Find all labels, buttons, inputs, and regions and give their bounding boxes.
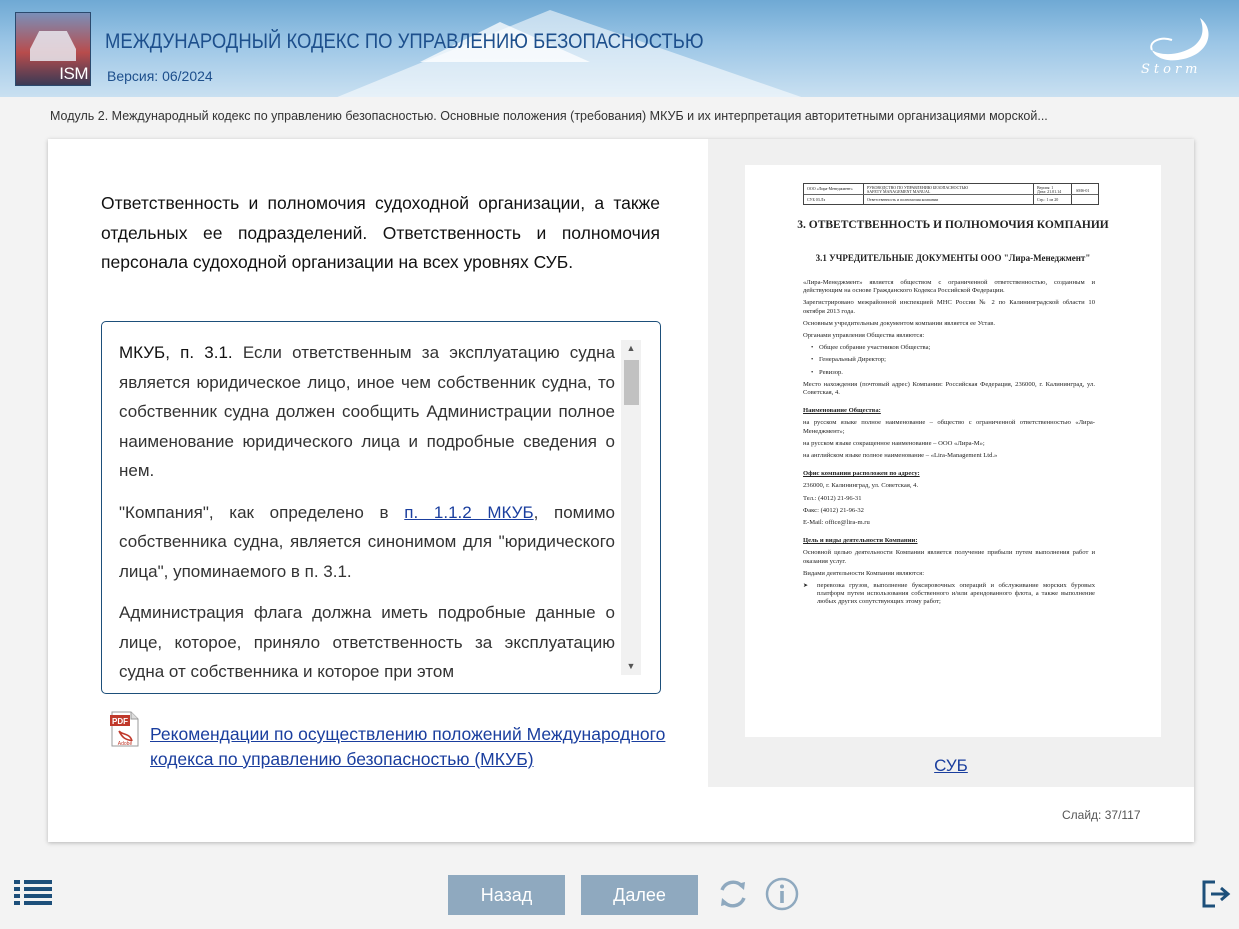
- doc-paragraph: Тел.: (4012) 21-96-31: [803, 494, 862, 502]
- pdf-icon-sub: Adobe: [117, 741, 133, 747]
- quote-paragraph: [119, 338, 615, 486]
- table-text: Дата: 21.01.14: [1037, 189, 1062, 194]
- pdf-icon-label: PDF: [112, 717, 128, 726]
- table-text: Стр.: 1 из 20: [1037, 197, 1059, 202]
- doc-section-heading: Офис компании расположен по адресу:: [803, 470, 920, 478]
- quote-text: Администрация флага должна иметь подробные данные о лице, которое, приняло ответственность за эксплуатацию судна от собственника и которое при этом: [119, 603, 615, 681]
- doc-paragraph: «Лира-Менеджмент» является обществом с ограниченной ответственностью, созданным и действующим на основе Гражданского Кодекса Российской Федерации.: [803, 279, 1095, 295]
- ship-image: [30, 31, 76, 61]
- document-body: [803, 279, 1095, 611]
- course-title: МЕЖДУНАРОДНЫЙ КОДЕКС ПО УПРАВЛЕНИЮ БЕЗОПАСНОСТЬЮ: [105, 30, 704, 53]
- info-icon[interactable]: [764, 876, 800, 912]
- quote-reference: МКУБ, п. 3.1.: [119, 343, 233, 362]
- course-version: Версия: 06/2024: [107, 68, 213, 84]
- breadcrumb: Модуль 2. Международный кодекс по управлению безопасностью. Основные положения (требования) МКУБ и их интерпретация авторитетными организациями морской...: [50, 109, 1048, 123]
- quote-text: "Компания", как определено в: [119, 502, 405, 522]
- table-text: РУКОВОДСТВО ПО УПРАВЛЕНИЮ БЕЗОПАСНОСТЬЮ: [867, 185, 969, 190]
- doc-list-item: • Ревизор.: [803, 369, 1095, 377]
- doc-paragraph: Место нахождения (почтовый адрес) Компании: Российская Федерация, 236000, г. Калининград, ул. Советская, 4.: [803, 380, 1095, 397]
- exit-icon[interactable]: [1201, 879, 1231, 909]
- doc-paragraph: Видами деятельности Компании являются:: [803, 569, 925, 577]
- pdf-recommendations-link[interactable]: Рекомендации по осуществлению положений Международного кодекса по управлению безопасностью (МКУБ): [150, 724, 666, 769]
- ism-logo-text: ISM: [59, 64, 88, 83]
- slide-card: [48, 139, 1194, 842]
- doc-list-item: ➤ перевозка грузов, выполнение буксировочных операций и обслуживание морских буровых платформ путем использования собственного и/или арендованного флота, а также выполнение любых других сопутствующих этому работ;: [803, 582, 1095, 607]
- document-title: 3. ОТВЕТСТВЕННОСТЬ И ПОЛНОМОЧИЯ КОМПАНИИ: [797, 219, 1109, 231]
- ism-logo: [15, 12, 91, 86]
- quote-text: , помимо собственника судна, является синонимом для "юридического лица", упоминаемого в п. 3.1.: [119, 502, 616, 581]
- menu-list-icon[interactable]: [14, 879, 52, 905]
- doc-list-item: • Генеральный Директор;: [803, 356, 1095, 364]
- doc-paragraph: Факс: (4012) 21-96-32: [803, 506, 864, 514]
- scroll-down-arrow-icon[interactable]: ▼: [626, 661, 636, 671]
- doc-section-heading: Наименование Общества:: [803, 407, 881, 415]
- quote-scrollbar[interactable]: [621, 340, 641, 675]
- next-button[interactable]: Далее: [581, 875, 698, 915]
- table-text: SAFETY MANAGEMENT MANUAL: [867, 189, 931, 194]
- document-header-table: [803, 183, 1099, 205]
- quote-text: Если ответственным за эксплуатацию судна является юридическое лицо, иное чем собственник судна, то собственник судна должен сообщить Администрации полное наименование юридического лица и подробные сведения о нем.: [119, 343, 615, 480]
- document-subtitle: 3.1 УЧРЕДИТЕЛЬНЫЕ ДОКУМЕНТЫ ООО "Лира-Менеджмент": [815, 253, 1091, 263]
- slide-heading: Ответственность и полномочия судоходной организации, а также отдельных ее подразделений. Ответственность и полномочия персонала судоходной организации на всех уровнях СУБ.: [101, 193, 660, 272]
- table-text: Ответственность и полномочия компании: [867, 197, 939, 202]
- slide-counter: Слайд: 37/117: [1062, 808, 1141, 822]
- table-text: СУБ 03.Лэ: [807, 197, 826, 202]
- table-text: SMS-01: [1076, 188, 1090, 193]
- scrollbar-thumb[interactable]: [624, 360, 639, 405]
- quote-paragraph: [119, 498, 615, 587]
- doc-paragraph: на русском языке сокращенное наименование – ООО «Лира-М»;: [803, 439, 985, 447]
- doc-paragraph: Основным учредительным документом компании является ее Устав.: [803, 319, 996, 327]
- doc-paragraph: Зарегистрировано межрайонной инспекцией МНС России № 2 по Калининградской области 10 октября 2013 года.: [803, 299, 1095, 315]
- storm-brand-text: Storm: [1141, 62, 1202, 77]
- header: [0, 0, 1239, 97]
- doc-paragraph: 236000, г. Калининград, ул. Советская, 4.: [803, 482, 919, 490]
- doc-list-item: • Общее собрание участников Общества;: [803, 344, 1095, 352]
- back-button[interactable]: Назад: [448, 875, 565, 915]
- document-preview[interactable]: [745, 165, 1161, 737]
- doc-paragraph: на английском языке полное наименование – «Lira-Management Ltd.»: [803, 452, 998, 460]
- scroll-up-arrow-icon[interactable]: ▲: [626, 343, 636, 353]
- ismc-1-1-2-link[interactable]: п. 1.1.2 МКУБ: [404, 502, 534, 522]
- table-divider: [804, 194, 1098, 195]
- table-text: ООО «Лира-Менеджмент»: [807, 186, 853, 191]
- doc-paragraph: Основной целью деятельности Компании является получение прибыли путем выполнения работ и оказания услуг.: [803, 549, 1095, 565]
- document-preview-panel: [708, 139, 1194, 787]
- pdf-file-icon[interactable]: [110, 711, 140, 747]
- quote-paragraph: [119, 598, 615, 687]
- sms-document-link[interactable]: СУБ: [934, 756, 968, 775]
- doc-paragraph: E-Mail: office@lira-m.ru: [803, 519, 870, 527]
- doc-paragraph: Органами управления Общества являются:: [803, 332, 925, 340]
- reload-icon[interactable]: [715, 876, 751, 912]
- table-text: Версия: 1: [1037, 185, 1054, 190]
- quote-content: [119, 338, 615, 694]
- quote-box[interactable]: [101, 321, 661, 694]
- doc-paragraph: на русском языке полное наименование – общество с ограниченной ответственностью «Лира-Менеджмент»;: [803, 419, 1095, 435]
- doc-section-heading: Цель и виды деятельности Компании:: [803, 537, 918, 545]
